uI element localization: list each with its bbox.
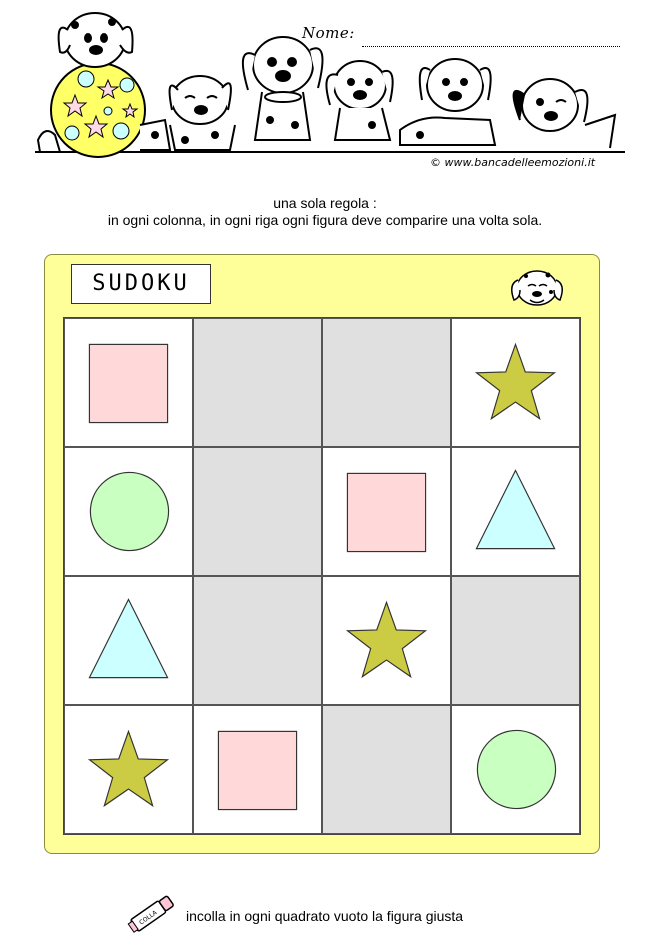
rules-line-1: una sola regola : — [273, 195, 377, 211]
name-write-line — [362, 46, 620, 47]
circle-shape — [452, 706, 579, 833]
glue-label: COLLA — [138, 909, 159, 927]
circle-mark — [90, 472, 168, 550]
empty-cell[interactable] — [322, 318, 451, 447]
square-shape — [65, 319, 192, 446]
sudoku-grid — [63, 317, 581, 835]
triangle-shape — [452, 448, 579, 575]
rules-text — [0, 195, 650, 229]
triangle-mark — [476, 470, 554, 548]
puppy-illustration — [243, 37, 323, 140]
star-mark — [477, 344, 555, 418]
filled-cell — [64, 318, 193, 447]
empty-cell[interactable] — [193, 318, 322, 447]
filled-cell — [64, 705, 193, 834]
rules-line-2: in ogni colonna, in ogni riga ogni figura deve comparire una volta sola. — [107, 212, 543, 228]
glue-stick-icon — [125, 892, 181, 936]
filled-cell — [451, 447, 580, 576]
filled-cell — [64, 576, 193, 705]
circle-shape — [65, 448, 192, 575]
puppy-illustration — [400, 59, 495, 145]
ball-icon — [51, 63, 145, 157]
star-shape — [65, 706, 192, 833]
triangle-shape — [65, 577, 192, 704]
square-shape — [194, 706, 321, 833]
puppy-illustration — [514, 79, 615, 148]
puppy-illustration — [170, 76, 235, 150]
empty-cell[interactable] — [193, 447, 322, 576]
filled-cell — [193, 705, 322, 834]
square-mark — [218, 731, 296, 809]
name-label: Nome: — [302, 24, 355, 42]
filled-cell — [64, 447, 193, 576]
empty-cell[interactable] — [451, 576, 580, 705]
empty-cell[interactable] — [193, 576, 322, 705]
filled-cell — [322, 447, 451, 576]
dog-face-icon — [506, 262, 568, 312]
footer-instruction: incolla in ogni quadrato vuoto la figura giusta — [186, 908, 464, 924]
square-shape — [323, 448, 450, 575]
star-shape — [452, 319, 579, 446]
copyright-text: © www.bancadelleemozioni.it — [430, 156, 596, 169]
empty-cell[interactable] — [322, 705, 451, 834]
filled-cell — [322, 576, 451, 705]
triangle-mark — [89, 599, 167, 677]
circle-mark — [477, 730, 555, 808]
filled-cell — [451, 318, 580, 447]
square-mark — [89, 344, 167, 422]
filled-cell — [451, 705, 580, 834]
star-shape — [323, 577, 450, 704]
puppy-illustration — [326, 61, 392, 140]
square-mark — [347, 473, 425, 551]
sudoku-title: SUDOKU — [71, 264, 211, 304]
puppy-illustration — [59, 13, 133, 67]
star-mark — [348, 602, 426, 676]
star-mark — [90, 731, 168, 805]
